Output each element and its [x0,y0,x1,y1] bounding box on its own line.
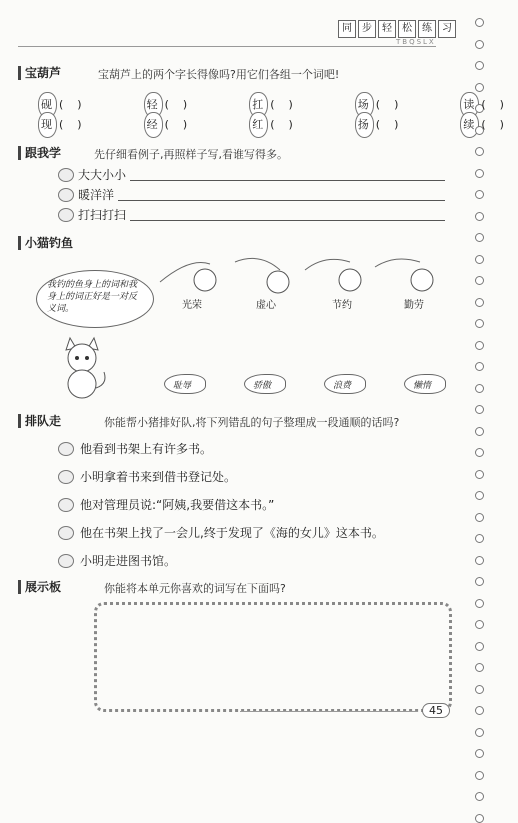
answer-line[interactable] [130,208,445,221]
sentence-item: 他对管理员说:“阿姨,我要借这本书。” [58,496,274,513]
section-marker-icon [18,236,21,250]
gourd-icon: 扬 [351,108,376,140]
sentence-item: 小明走进图书馆。 [58,552,176,569]
sentence-item: 他在书架上找了一会儿,终于发现了《海的女儿》这本书。 [58,524,384,541]
section-marker-icon [18,146,21,160]
header-char: 练 [418,20,436,38]
gourd-row-1: 砚 () 轻 () 扛 () 场 () 读 () [34,88,518,120]
pig-icon [58,554,74,568]
gourd-instruction: 宝葫芦上的两个字长得像吗?用它们各组一个词吧! [98,68,340,81]
section-title-follow [18,144,61,161]
header-char: 同 [338,20,356,38]
header-char: 轻 [378,20,396,38]
pig-icon [58,442,74,456]
fish-icon: 浪费 [324,374,366,394]
header-char: 步 [358,20,376,38]
section-title-text: 宝葫芦 [25,66,62,80]
kitten-icon [52,336,112,402]
section-title-text: 跟我学 [25,146,62,160]
section-title-gourd [18,64,61,81]
gourd-icon: 读 [456,88,481,120]
pig-icon [58,526,74,540]
section-title-text: 排队走 [25,414,62,428]
fish-icon: 骄傲 [244,374,286,394]
pig-icon [58,168,74,182]
gourd-icon: 场 [351,88,376,120]
section-marker-icon [18,580,21,594]
gourd-icon: 轻 [140,88,165,120]
page-number: 45 [422,703,450,718]
fishing-cats-illustration [150,252,450,332]
section-title-display [18,578,61,595]
header-char: 习 [438,20,456,38]
fishing-rod-icon [375,259,420,267]
cat-head-icon [194,269,216,291]
cat-word: 光荣 [182,300,202,311]
section-title-kitten [18,234,73,251]
fish-icon: 耻辱 [164,374,206,394]
pig-icon [58,208,74,222]
pig-icon [58,498,74,512]
fish-row [164,374,446,394]
gourd-icon: 砚 [34,88,59,120]
example-word: 大大小小 [78,168,127,182]
footer-rule [240,711,418,712]
gourd-icon: 红 [245,108,270,140]
gourd-row-2: 现 () 经 () 红 () 扬 () 续 () [34,108,518,140]
fishing-rod-icon [235,258,280,270]
cat-word: 节约 [332,300,352,311]
cat-head-icon [267,271,289,293]
display-instruction: 你能将本单元你喜欢的词写在下面吗? [104,582,286,595]
display-board-frame[interactable] [94,602,452,712]
queue-instruction: 你能帮小猪排好队,将下列错乱的句子整理成一段通顺的话吗? [104,416,400,429]
section-title-text: 展示板 [25,580,62,594]
example-word: 打扫打扫 [78,208,127,222]
follow-instruction: 先仔细看例子,再照样子写,看谁写得多。 [94,148,288,161]
gourd-icon: 现 [34,108,59,140]
sentence-item: 小明拿着书来到借书登记处。 [58,468,236,485]
cat-word: 虚心 [256,300,276,311]
header-rule [18,46,436,47]
header-title [338,20,456,38]
header-char: 松 [398,20,416,38]
example-line [58,166,445,183]
fish-icon: 懒惰 [404,374,446,394]
section-marker-icon [18,66,21,80]
answer-line[interactable] [130,168,445,181]
header-subtitle: TBQSLX [396,38,436,46]
example-line [58,186,445,203]
fishing-rod-icon [305,259,350,270]
gourd-icon: 扛 [245,88,270,120]
example-line [58,206,445,223]
cat-word: 勤劳 [404,300,424,311]
sentence-item: 他看到书架上有许多书。 [58,440,212,457]
answer-line[interactable] [118,188,445,201]
gourd-icon: 经 [140,108,165,140]
section-marker-icon [18,414,21,428]
section-title-text: 小猫钓鱼 [25,236,74,250]
cat-head-icon [411,269,433,291]
gourd-icon: 续 [456,108,481,140]
section-title-queue [18,412,61,429]
example-word: 暖洋洋 [78,188,115,202]
speech-bubble: 我钓的鱼身上的词和我身上的词正好是一对反义词。 [36,270,154,328]
pig-icon [58,188,74,202]
cat-head-icon [339,269,361,291]
pig-icon [58,470,74,484]
